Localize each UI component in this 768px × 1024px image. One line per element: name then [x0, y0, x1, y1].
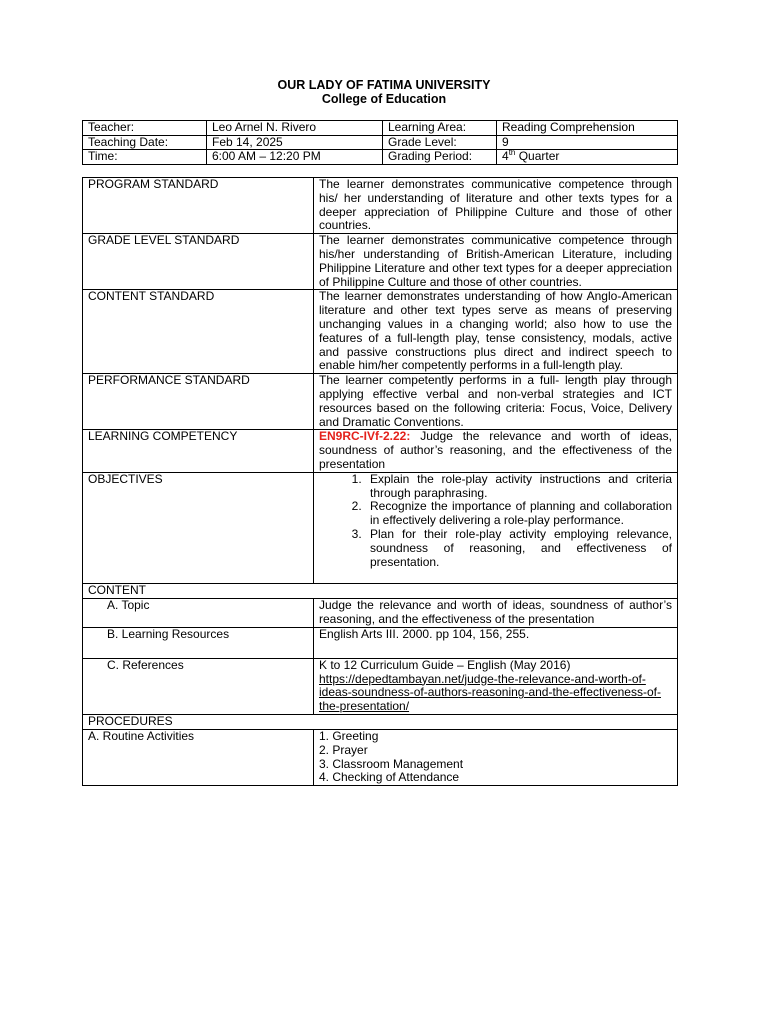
content-standard-row — [83, 290, 678, 374]
grade-level-value: 9 — [497, 135, 678, 150]
grade-level-standard-label: GRADE LEVEL STANDARD — [83, 234, 314, 290]
performance-standard-label: PERFORMANCE STANDARD — [83, 374, 314, 430]
grade-level-standard-row — [83, 234, 678, 290]
objectives-list — [319, 473, 672, 570]
references-row — [83, 658, 678, 714]
content-standard-text: The learner demonstrates understanding of how Anglo-American literature and other text types serve as means of preserving unchanging values in a changing world; also how to use the features of a full-length play, tense consistency, modals, active and passive constructions plus direct and indirect speech to enable him/her competently performs in a full-length play. — [314, 290, 678, 374]
routine-activities-list — [314, 729, 678, 786]
objectives-label: OBJECTIVES — [83, 472, 314, 584]
document-header — [0, 78, 768, 106]
info-row — [83, 135, 678, 150]
info-row — [83, 150, 678, 165]
learning-competency-text — [314, 430, 678, 472]
learning-competency-row — [83, 430, 678, 472]
grade-level-standard-text: The learner demonstrates communicative competence through his/her understanding of British-American Literature, including Philippine Literature and other text types for a deeper appreciation of Philippine Culture and those of other countries. — [314, 234, 678, 290]
learning-area-label: Learning Area: — [383, 121, 497, 136]
learning-resources-row — [83, 627, 678, 658]
procedures-header-row — [83, 714, 678, 729]
learning-competency-label: LEARNING COMPETENCY — [83, 430, 314, 472]
time-label: Time: — [83, 150, 207, 165]
objective-item: 3. Plan for their role-play activity employing relevance, soundness of reasoning, and effectiveness of presentation. — [365, 528, 672, 569]
teacher-label: Teacher: — [83, 121, 207, 136]
teaching-date-label: Teaching Date: — [83, 135, 207, 150]
objective-item: 2. Recognize the importance of planning and collaboration in effectively delivering a role-play performance. — [365, 500, 672, 528]
college-name: College of Education — [321, 92, 447, 106]
references-text: K to 12 Curriculum Guide – English (May 2016) — [319, 657, 571, 672]
content-header-row — [83, 584, 678, 599]
list-item: 4. Checking of Attendance — [319, 770, 460, 785]
references-link[interactable]: https://depedtambayan.net/judge-the-relevance-and-worth-of-ideas-soundness-of-authors-reasoning-and-the-effectiveness-of-the-presentation/ — [319, 671, 661, 714]
topic-text: Judge the relevance and worth of ideas, soundness of author’s reasoning, and the effectiveness of the presentation — [314, 599, 678, 628]
content-header-spacer — [314, 584, 678, 599]
info-table — [82, 120, 678, 165]
info-row — [83, 121, 678, 136]
program-standard-text: The learner demonstrates communicative competence through his/ her understanding of literature and other texts types for a deeper appreciation of Philippine Culture and those of other countries. — [314, 178, 678, 234]
performance-standard-text: The learner competently performs in a full- length play through applying effective verbal and non-verbal strategies and ICT resources based on the following criteria: Focus, Voice, Delivery and Dramatic Conventions. — [314, 374, 678, 430]
competency-code: EN9RC-IVf-2.22: — [319, 429, 411, 444]
list-item: 3. Classroom Management — [319, 756, 464, 771]
content-standard-label: CONTENT STANDARD — [83, 290, 314, 374]
procedures-label: PROCEDURES — [83, 714, 314, 729]
objective-item: 1. Explain the role-play activity instructions and criteria through paraphrasing. — [365, 473, 672, 501]
program-standard-row — [83, 178, 678, 234]
grading-period-label: Grading Period: — [383, 150, 497, 165]
learning-resources-label: B. Learning Resources — [83, 627, 314, 658]
references-cell — [314, 658, 678, 714]
performance-standard-row — [83, 374, 678, 430]
program-standard-label: PROGRAM STANDARD — [83, 178, 314, 234]
list-item: 2. Prayer — [319, 742, 368, 757]
content-label: CONTENT — [83, 584, 314, 599]
objectives-list-cell — [314, 472, 678, 584]
references-label: C. References — [83, 658, 314, 714]
procedures-header-spacer — [314, 714, 678, 729]
topic-row — [83, 599, 678, 628]
grade-level-label: Grade Level: — [383, 135, 497, 150]
routine-activities-label: A. Routine Activities — [83, 729, 314, 786]
grading-period-value — [497, 150, 678, 165]
competency-description: Judge the relevance and worth of ideas, soundness of author’s reasoning, and the effectiveness of the presentation — [319, 429, 672, 471]
topic-label: A. Topic — [83, 599, 314, 628]
university-name: OUR LADY OF FATIMA UNIVERSITY — [277, 78, 491, 92]
grading-period-text: Quarter — [515, 149, 560, 163]
lesson-plan-table — [82, 177, 678, 786]
objectives-row — [83, 472, 678, 584]
learning-resources-text: English Arts III. 2000. pp 104, 156, 255. — [314, 627, 678, 658]
teacher-value: Leo Arnel N. Rivero — [207, 121, 383, 136]
teaching-date-value: Feb 14, 2025 — [207, 135, 383, 150]
learning-area-value: Reading Comprehension — [497, 121, 678, 136]
grading-period-number: 4 — [502, 149, 509, 163]
routine-activities-row — [83, 729, 678, 786]
list-item: 1. Greeting — [319, 728, 379, 743]
time-value: 6:00 AM – 12:20 PM — [207, 150, 383, 165]
grading-period-suffix: th — [508, 148, 516, 157]
